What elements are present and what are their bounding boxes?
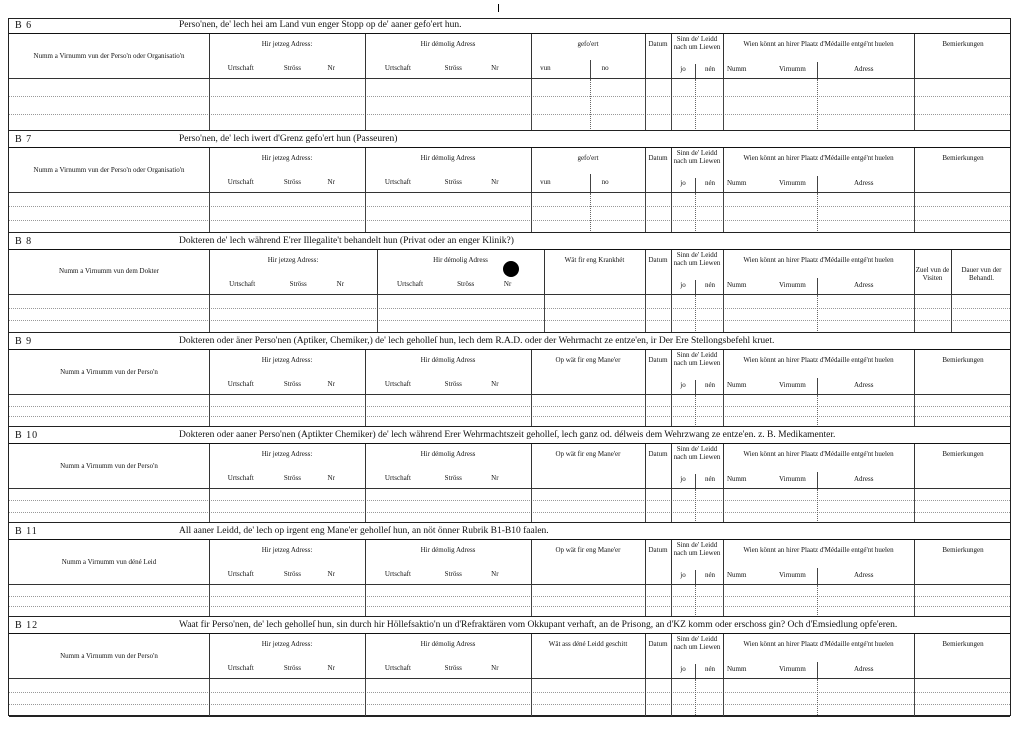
medal-sub-adress: Adress <box>854 65 874 73</box>
address-sub-urtschaft: Urtschaft <box>384 570 411 578</box>
former-address-label: Hir démolig Adress <box>420 40 476 48</box>
section-title: Waat fir Perso'nen, de' lech geholleſ hun, sin durch hir Höllefsaktio'n un d'Refraktären vom Okkupant verhaft, an de Prisong, an d'KZ komm oder erschoss gin? Och d'Emsiedlung opfe'eren. <box>179 620 898 630</box>
entry-column-divider <box>671 395 672 427</box>
medal-sub-adress: Adress <box>854 665 874 673</box>
remarks-label: Bemierkungen <box>942 356 984 364</box>
medal-label: Wien könnt an hirer Plaatz d'Médaille entgé'nt huelen <box>743 256 894 264</box>
alive-label: Sinn de' Leidd nach um Liewen <box>673 251 721 267</box>
address-sub-nr: Nr <box>327 380 335 388</box>
medal-sub-numm: Numm <box>727 179 747 187</box>
medal-sub-adress: Adress <box>854 281 874 289</box>
current-address-label: Hir jetzeg Adress: <box>261 640 313 648</box>
entry-column-divider <box>671 295 672 333</box>
alive-split <box>695 664 696 678</box>
entry-column-divider <box>671 79 672 131</box>
alive-label: Sinn de' Leidd nach um Liewen <box>673 445 721 461</box>
entry-column-divider <box>365 79 366 131</box>
entry-column-divider <box>645 79 646 131</box>
name-column-label: Numm a Virnumm vun der Perso'n oder Organisatio'n <box>33 52 185 60</box>
entry-column-divider <box>645 395 646 427</box>
entry-column-divider <box>645 295 646 333</box>
alive-split <box>695 474 696 488</box>
section-header-row <box>9 148 1010 193</box>
transport-split <box>590 60 591 78</box>
alive-yes: jo <box>680 475 686 483</box>
address-sub-urtschaft: Urtschaft <box>227 664 254 672</box>
current-address-label: Hir jetzeg Adress: <box>261 450 313 458</box>
datum-label: Datum <box>648 40 668 48</box>
entry-row-line <box>9 220 1010 221</box>
address-sub-urtschaft: Urtschaft <box>229 280 256 288</box>
datum-label: Datum <box>648 546 668 554</box>
section-title-bar <box>9 429 1010 444</box>
medal-sub-numm: Numm <box>727 65 747 73</box>
address-sub-nr: Nr <box>327 570 335 578</box>
section-code: B 6 <box>15 20 33 31</box>
entry-row-line <box>9 512 1010 513</box>
entry-column-divider <box>209 395 210 427</box>
section-bottom-rule <box>9 716 1010 717</box>
medal-sub-numm: Numm <box>727 475 747 483</box>
entry-column-divider <box>645 679 646 717</box>
entry-column-divider <box>723 395 724 427</box>
entry-column-divider <box>817 679 818 717</box>
entry-row-line <box>9 606 1010 607</box>
ink-blot <box>503 261 519 277</box>
entry-column-divider <box>817 585 818 617</box>
alive-no: nén <box>704 665 716 673</box>
entry-column-divider <box>914 679 915 717</box>
section-title: Dokteren oder aaner Perso'nen (Aptikter Chemiker) de' lech während Erer Wehrmachtszeit geholleſ, lech ganz od. délweis dem Wehrzwang ze entze'en. z. B. Medikamenter. <box>179 430 836 440</box>
question-label: Wät ass déné Leidd geschitt <box>548 640 628 648</box>
alive-no: nén <box>704 65 716 73</box>
section-code: B 7 <box>15 134 33 145</box>
current-address-label: Hir jetzeg Adress: <box>261 40 313 48</box>
transport-split <box>590 174 591 192</box>
section-title-bar <box>9 525 1010 540</box>
alive-split <box>695 570 696 584</box>
section-b-7 <box>9 133 1010 233</box>
entry-column-divider <box>671 585 672 617</box>
name-column-label: Numm a Virnumm vun der Perso'n oder Organisatio'n <box>33 166 185 174</box>
transport-sub-no: no <box>601 178 609 186</box>
transport-sub-vun: vun <box>540 178 551 186</box>
header-column-divider <box>544 250 545 294</box>
name-column-label: Numm a Virnumm vun der Perso'n <box>60 652 158 660</box>
section-bottom-rule <box>9 130 1010 131</box>
section-header-row <box>9 250 1010 295</box>
alive-split <box>695 178 696 192</box>
entry-column-divider <box>209 585 210 617</box>
section-code: B 8 <box>15 236 33 247</box>
section-b-6 <box>9 19 1010 131</box>
address-sub-ströss: Ströss <box>444 474 462 482</box>
section-bottom-rule <box>9 616 1010 617</box>
current-address-label: Hir jetzeg Adress: <box>261 546 313 554</box>
address-sub-urtschaft: Urtschaft <box>227 474 254 482</box>
address-sub-urtschaft: Urtschaft <box>384 64 411 72</box>
name-column-label: Numm a Virnumm vun der Perso'n <box>60 368 158 376</box>
entry-column-divider <box>914 295 915 333</box>
entry-column-divider <box>695 295 696 333</box>
entry-column-divider <box>817 489 818 523</box>
entry-column-divider <box>914 395 915 427</box>
medal-sub-numm: Numm <box>727 381 747 389</box>
remarks-label: Bemierkungen <box>942 450 984 458</box>
medal-sub-adress: Adress <box>854 381 874 389</box>
datum-label: Datum <box>648 356 668 364</box>
section-code: B 12 <box>15 620 39 631</box>
address-sub-urtschaft: Urtschaft <box>384 664 411 672</box>
address-sub-nr: Nr <box>491 474 499 482</box>
alive-split <box>695 64 696 78</box>
address-sub-ströss: Ströss <box>283 664 301 672</box>
section-header-row <box>9 540 1010 585</box>
medal-sub-adress: Adress <box>854 179 874 187</box>
alive-yes: jo <box>680 179 686 187</box>
address-sub-urtschaft: Urtschaft <box>227 380 254 388</box>
address-sub-nr: Nr <box>327 664 335 672</box>
remarks-label: Bemierkungen <box>942 154 984 162</box>
entry-row-line <box>9 596 1010 597</box>
name-column-label: Numm a Virnumm vun der Perso'n <box>60 462 158 470</box>
section-title-bar <box>9 619 1010 634</box>
section-header-row <box>9 634 1010 679</box>
entry-column-divider <box>914 79 915 131</box>
section-b-9 <box>9 335 1010 427</box>
entry-column-divider <box>209 679 210 717</box>
address-sub-nr: Nr <box>491 570 499 578</box>
former-address-label: Hir démolig Adress <box>420 154 476 162</box>
remarks-label: Bemierkungen <box>942 40 984 48</box>
entry-row-line <box>9 114 1010 115</box>
alive-no: nén <box>704 475 716 483</box>
address-sub-nr: Nr <box>491 178 499 186</box>
alive-no: nén <box>704 281 716 289</box>
entry-row-line <box>9 406 1010 407</box>
address-sub-ströss: Ströss <box>444 570 462 578</box>
question-label: Op wät fir eng Mane'er <box>555 546 621 554</box>
address-sub-nr: Nr <box>336 280 345 288</box>
address-sub-nr: Nr <box>491 664 499 672</box>
section-bottom-rule <box>9 232 1010 233</box>
entry-column-divider <box>817 79 818 131</box>
entry-row-line <box>9 416 1010 417</box>
entry-column-divider <box>695 489 696 523</box>
address-sub-urtschaft: Urtschaft <box>227 178 254 186</box>
name-column-label: Numm a Virnumm vun dem Dokter <box>59 267 159 275</box>
section-title-bar <box>9 19 1010 34</box>
alive-yes: jo <box>680 381 686 389</box>
section-code: B 10 <box>15 430 39 441</box>
entry-column-divider <box>723 193 724 233</box>
entry-column-divider <box>723 79 724 131</box>
transport-label: gefo'ert <box>577 40 599 48</box>
address-sub-urtschaft: Urtschaft <box>227 570 254 578</box>
entry-column-divider <box>695 79 696 131</box>
medal-sub-virnumm: Virnumm <box>779 65 806 73</box>
remarks-label: Bemierkungen <box>942 546 984 554</box>
medal-sub-virnumm: Virnumm <box>779 381 806 389</box>
address-sub-urtschaft: Urtschaft <box>227 64 254 72</box>
address-sub-ströss: Ströss <box>444 178 462 186</box>
section-bottom-rule <box>9 426 1010 427</box>
medal-sub-virnumm: Virnumm <box>779 179 806 187</box>
entry-column-divider <box>377 295 378 333</box>
medal-label: Wien könnt an hirer Plaatz d'Médaille entgé'nt huelen <box>743 450 894 458</box>
medal-sub-numm: Numm <box>727 571 747 579</box>
entry-column-divider <box>817 193 818 233</box>
entry-column-divider <box>695 585 696 617</box>
section-code: B 11 <box>15 526 38 537</box>
entry-rows <box>9 489 1010 523</box>
entry-column-divider <box>531 679 532 717</box>
alive-yes: jo <box>680 571 686 579</box>
name-column-label: Numm a Virnumm vun déné Leid <box>61 558 157 566</box>
question-label: Op wät fir eng Mane'er <box>555 356 621 364</box>
entry-column-divider <box>590 193 591 233</box>
address-sub-nr: Nr <box>491 64 499 72</box>
entry-column-divider <box>590 79 591 131</box>
entry-column-divider <box>531 79 532 131</box>
entry-column-divider <box>914 585 915 617</box>
medal-label: Wien könnt an hirer Plaatz d'Médaille entgé'nt huelen <box>743 640 894 648</box>
entry-column-divider <box>365 395 366 427</box>
former-address-label: Hir démolig Adress <box>433 256 488 264</box>
address-sub-ströss: Ströss <box>444 664 462 672</box>
section-bottom-rule <box>9 332 1010 333</box>
section-title: All aaner Leidd, de' lech op irgent eng Mane'er geholleſ hun, an nöt önner Rubrik B1-B10 faalen. <box>179 526 549 536</box>
section-title: Perso'nen, de' lech iwert d'Grenz gefo'ert hun (Passeuren) <box>179 134 398 144</box>
medal-sub-numm: Numm <box>727 281 747 289</box>
entry-column-divider <box>695 395 696 427</box>
remarks-label: Bemierkungen <box>942 640 984 648</box>
transport-sub-no: no <box>601 64 609 72</box>
entry-column-divider <box>914 489 915 523</box>
top-mark <box>498 4 499 12</box>
address-sub-nr: Nr <box>491 380 499 388</box>
medal-label: Wien könnt an hirer Plaatz d'Médaille entgé'nt huelen <box>743 154 894 162</box>
address-sub-nr: Nr <box>327 474 335 482</box>
address-sub-ströss: Ströss <box>444 64 462 72</box>
address-sub-urtschaft: Urtschaft <box>397 280 424 288</box>
datum-label: Datum <box>648 640 668 648</box>
entry-row-line <box>9 692 1010 693</box>
current-address-label: Hir jetzeg Adress: <box>267 256 319 264</box>
entry-column-divider <box>209 295 210 333</box>
questionnaire-sheet <box>8 18 1011 716</box>
entry-column-divider <box>531 395 532 427</box>
alive-no: nén <box>704 381 716 389</box>
alive-label: Sinn de' Leidd nach um Liewen <box>673 351 721 367</box>
medal-sub-virnumm: Virnumm <box>779 665 806 673</box>
address-sub-nr: Nr <box>327 64 335 72</box>
medal-sub-virnumm: Virnumm <box>779 475 806 483</box>
current-address-label: Hir jetzeg Adress: <box>261 356 313 364</box>
current-address-label: Hir jetzeg Adress: <box>261 154 313 162</box>
former-address-label: Hir démolig Adress <box>420 450 476 458</box>
address-sub-urtschaft: Urtschaft <box>384 178 411 186</box>
entry-column-divider <box>723 489 724 523</box>
entry-column-divider <box>695 193 696 233</box>
address-sub-ströss: Ströss <box>289 280 307 288</box>
address-sub-ströss: Ströss <box>283 380 301 388</box>
entry-column-divider <box>723 585 724 617</box>
section-code: B 9 <box>15 336 33 347</box>
section-title: Perso'nen, de' lech hei am Land vun enger Stopp op de' aaner gefo'ert hun. <box>179 20 462 30</box>
address-sub-ströss: Ströss <box>283 178 301 186</box>
entry-column-divider <box>695 679 696 717</box>
entry-column-divider <box>914 193 915 233</box>
section-header-row <box>9 34 1010 79</box>
address-sub-ströss: Ströss <box>457 280 475 288</box>
entry-column-divider <box>723 679 724 717</box>
address-sub-ströss: Ströss <box>283 64 301 72</box>
section-b-8 <box>9 235 1010 333</box>
entry-column-divider <box>645 585 646 617</box>
entry-column-divider <box>671 193 672 233</box>
section-title-bar <box>9 133 1010 148</box>
alive-yes: jo <box>680 281 686 289</box>
datum-label: Datum <box>648 256 668 264</box>
entry-rows <box>9 679 1010 717</box>
section-header-row <box>9 444 1010 489</box>
alive-split <box>695 280 696 294</box>
medal-label: Wien könnt an hirer Plaatz d'Médaille entgé'nt huelen <box>743 546 894 554</box>
entry-column-divider <box>209 193 210 233</box>
entry-column-divider <box>671 679 672 717</box>
section-title: Dokteren oder äner Perso'nen (Aptiker, Chemiker,) de' lech geholleſ hun, lech dem R.A.D. oder der Wehrmacht ze entze'en, ir Der Ere Stellongsbefehl kruet. <box>179 336 775 346</box>
medal-sub-numm: Numm <box>727 665 747 673</box>
alive-split <box>695 380 696 394</box>
entry-rows <box>9 395 1010 427</box>
entry-rows <box>9 295 1010 333</box>
alive-label: Sinn de' Leidd nach um Liewen <box>673 35 721 51</box>
address-sub-urtschaft: Urtschaft <box>384 474 411 482</box>
entry-row-line <box>9 500 1010 501</box>
entry-rows <box>9 585 1010 617</box>
medal-sub-adress: Adress <box>854 475 874 483</box>
entry-row-line <box>9 320 1010 321</box>
section-b-12 <box>9 619 1010 717</box>
question-label: Op wät fir eng Mane'er <box>555 450 621 458</box>
alive-no: nén <box>704 179 716 187</box>
entry-column-divider <box>365 489 366 523</box>
section-b-10 <box>9 429 1010 523</box>
alive-yes: jo <box>680 665 686 673</box>
alive-yes: jo <box>680 65 686 73</box>
medal-sub-adress: Adress <box>854 571 874 579</box>
alive-label: Sinn de' Leidd nach um Liewen <box>673 635 721 651</box>
entry-column-divider <box>365 585 366 617</box>
transport-label: gefo'ert <box>577 154 599 162</box>
medal-label: Wien könnt an hirer Plaatz d'Médaille entgé'nt huelen <box>743 356 894 364</box>
datum-label: Datum <box>648 450 668 458</box>
section-title-bar <box>9 235 1010 250</box>
entry-column-divider <box>209 489 210 523</box>
entry-column-divider <box>951 295 952 333</box>
entry-column-divider <box>645 489 646 523</box>
entry-column-divider <box>531 193 532 233</box>
entry-column-divider <box>723 295 724 333</box>
visits-label: Zuel vun de Visiten <box>915 266 950 282</box>
entry-column-divider <box>365 193 366 233</box>
entry-column-divider <box>209 79 210 131</box>
former-address-label: Hir démolig Adress <box>420 356 476 364</box>
alive-label: Sinn de' Leidd nach um Liewen <box>673 541 721 557</box>
entry-column-divider <box>817 295 818 333</box>
section-bottom-rule <box>9 522 1010 523</box>
alive-no: nén <box>704 571 716 579</box>
section-header-row <box>9 350 1010 395</box>
entry-column-divider <box>531 489 532 523</box>
address-sub-ströss: Ströss <box>444 380 462 388</box>
transport-sub-vun: vun <box>540 64 551 72</box>
address-sub-ströss: Ströss <box>283 570 301 578</box>
entry-rows <box>9 79 1010 131</box>
question-label: Wät fir eng Krankhét <box>564 256 625 264</box>
section-title: Dokteren de' lech während E'rer Illegalite't behandelt hun (Privat oder an enger Klinik?) <box>179 236 514 246</box>
address-sub-ströss: Ströss <box>283 474 301 482</box>
former-address-label: Hir démolig Adress <box>420 640 476 648</box>
address-sub-nr: Nr <box>327 178 335 186</box>
medal-label: Wien könnt an hirer Plaatz d'Médaille entgé'nt huelen <box>743 40 894 48</box>
entry-row-line <box>9 206 1010 207</box>
entry-row-line <box>9 96 1010 97</box>
entry-column-divider <box>544 295 545 333</box>
address-sub-nr: Nr <box>503 280 512 288</box>
entry-row-line <box>9 704 1010 705</box>
datum-label: Datum <box>648 154 668 162</box>
entry-rows <box>9 193 1010 233</box>
alive-label: Sinn de' Leidd nach um Liewen <box>673 149 721 165</box>
former-address-label: Hir démolig Adress <box>420 546 476 554</box>
medal-sub-virnumm: Virnumm <box>779 571 806 579</box>
duration-label: Dauer vun der Behandl. <box>961 266 1002 282</box>
medal-sub-virnumm: Virnumm <box>779 281 806 289</box>
entry-column-divider <box>365 679 366 717</box>
entry-column-divider <box>817 395 818 427</box>
address-sub-urtschaft: Urtschaft <box>384 380 411 388</box>
section-title-bar <box>9 335 1010 350</box>
entry-column-divider <box>645 193 646 233</box>
entry-column-divider <box>531 585 532 617</box>
section-b-11 <box>9 525 1010 617</box>
entry-row-line <box>9 308 1010 309</box>
entry-column-divider <box>671 489 672 523</box>
